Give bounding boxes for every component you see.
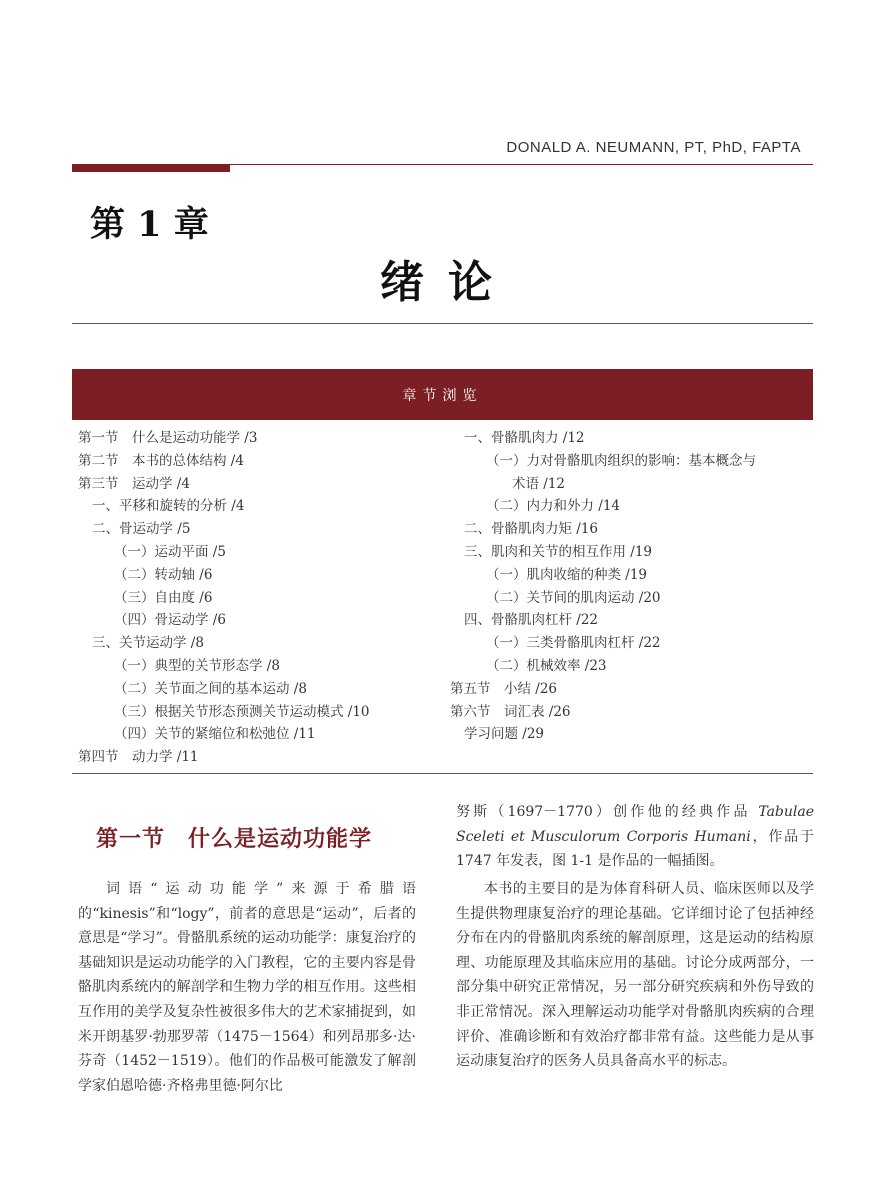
- chapter-number: 第 1 章: [90, 204, 209, 245]
- toc-entry[interactable]: 三、肌肉和关节的相互作用 /19: [464, 543, 653, 560]
- toc-entry[interactable]: （二）关节间的肌肉运动 /20: [486, 589, 661, 606]
- toc-title-bar: [72, 369, 813, 420]
- toc-right-column: [450, 427, 815, 746]
- toc-entry[interactable]: 四、骨骼肌肉杠杆 /22: [464, 612, 599, 629]
- toc-entry[interactable]: 二、骨运动学 /5: [92, 521, 191, 538]
- toc-entry[interactable]: （一）三类骨骼肌肉杠杆 /22: [486, 635, 661, 652]
- section-heading: 第一节 什么是运动功能学: [96, 826, 373, 852]
- para2-text-start: 努斯（1697－1770）创作他的经典作品: [456, 804, 759, 820]
- toc-entry[interactable]: （二）内力和外力 /14: [486, 498, 621, 515]
- header-rule: [230, 164, 813, 165]
- toc-entry[interactable]: 第四节 动力学 /11: [78, 749, 199, 766]
- toc-entry[interactable]: 第二节 本书的总体结构 /4: [78, 452, 244, 469]
- author-credit: DONALD A. NEUMANN, PT, PhD, FAPTA: [506, 139, 801, 156]
- toc-title: 章节浏览: [402, 387, 483, 404]
- toc-entry[interactable]: 第三节 运动学 /4: [78, 475, 190, 492]
- toc-entry[interactable]: 一、平移和旋转的分析 /4: [92, 498, 245, 515]
- toc-left-column: [78, 427, 438, 769]
- latin-work-title: Tabulae Sceleti et Musculorum Corporis Humani: [456, 804, 814, 845]
- toc-entry[interactable]: （二）关节面之间的基本运动 /8: [114, 680, 307, 697]
- toc-entry[interactable]: 二、骨骼肌肉力矩 /16: [464, 521, 599, 538]
- toc-entry[interactable]: 第六节 词汇表 /26: [450, 703, 571, 720]
- toc-entry[interactable]: （一）肌肉收缩的种类 /19: [486, 566, 648, 583]
- title-divider: [72, 323, 813, 324]
- toc-divider: [72, 773, 813, 774]
- body-paragraph-3: 本书的主要目的是为体育科研人员、临床医师以及学生提供物理康复治疗的理论基础。它详细讨论了包括神经分布在内的骨骼肌肉系统的解剖原理，这是运动的结构原理、功能原理及其临床应用的基础。讨论分成两部分，一部分集中研究正常情况，另一部分研究疾病和外伤导致的非正常情况。深入理解运动功能学对骨骼肌肉疾病的合理评价、准确诊断和有效治疗都非常有益。这些能力是从事运动康复治疗的医务人员具备高水平的标志。: [456, 881, 814, 1070]
- toc-entry[interactable]: 术语 /12: [512, 475, 566, 492]
- toc-entry[interactable]: （四）关节的紧缩位和松弛位 /11: [114, 726, 316, 743]
- toc-entry[interactable]: 第五节 小结 /26: [450, 680, 558, 697]
- toc-entry[interactable]: （一）运动平面 /5: [114, 543, 226, 560]
- body-paragraph-1: 词语“运动功能学”来源于希腊语的“kinesis”和“logy”，前者的意思是“运动”，后者的意思是“学习”。骨骼肌系统的运动功能学：康复治疗的基础知识是运动功能学的入门教程，它的主要内容是骨骼肌肉系统内的解剖学和生物力学的相互作用。这些相互作用的美学及复杂性被很多伟大的艺术家捕捉到，如米开朗基罗·勃那罗蒂（1475－1564）和列昂那多·达·芬奇（1452－1519）。他们的作品极可能激发了解剖学家伯恩哈德·齐格弗里德·阿尔比: [78, 881, 416, 1094]
- toc-entry[interactable]: （二）机械效率 /23: [486, 657, 607, 674]
- toc-entry[interactable]: （一）力对骨骼肌肉组织的影响：基本概念与: [486, 452, 756, 469]
- toc-entry[interactable]: （二）转动轴 /6: [114, 566, 213, 583]
- chapter-title: 绪论: [380, 257, 516, 308]
- header-rule-accent: [72, 164, 230, 172]
- toc-entry[interactable]: （三）根据关节形态预测关节运动模式 /10: [114, 703, 370, 720]
- toc-entry[interactable]: 学习问题 /29: [464, 726, 545, 743]
- para2-text-end: ，作品于 1747 年发表，图 1-1 是作品的一幅插图。: [456, 828, 814, 870]
- toc-entry[interactable]: 三、关节运动学 /8: [92, 635, 204, 652]
- toc-entry[interactable]: （一）典型的关节形态学 /8: [114, 657, 280, 674]
- toc-entry[interactable]: （四）骨运动学 /6: [114, 612, 226, 629]
- toc-entry[interactable]: 第一节 什么是运动功能学 /3: [78, 430, 258, 446]
- toc-entry[interactable]: 一、骨骼肌肉力 /12: [464, 430, 585, 446]
- body-paragraph-2: [456, 800, 814, 874]
- toc-entry[interactable]: （三）自由度 /6: [114, 589, 213, 606]
